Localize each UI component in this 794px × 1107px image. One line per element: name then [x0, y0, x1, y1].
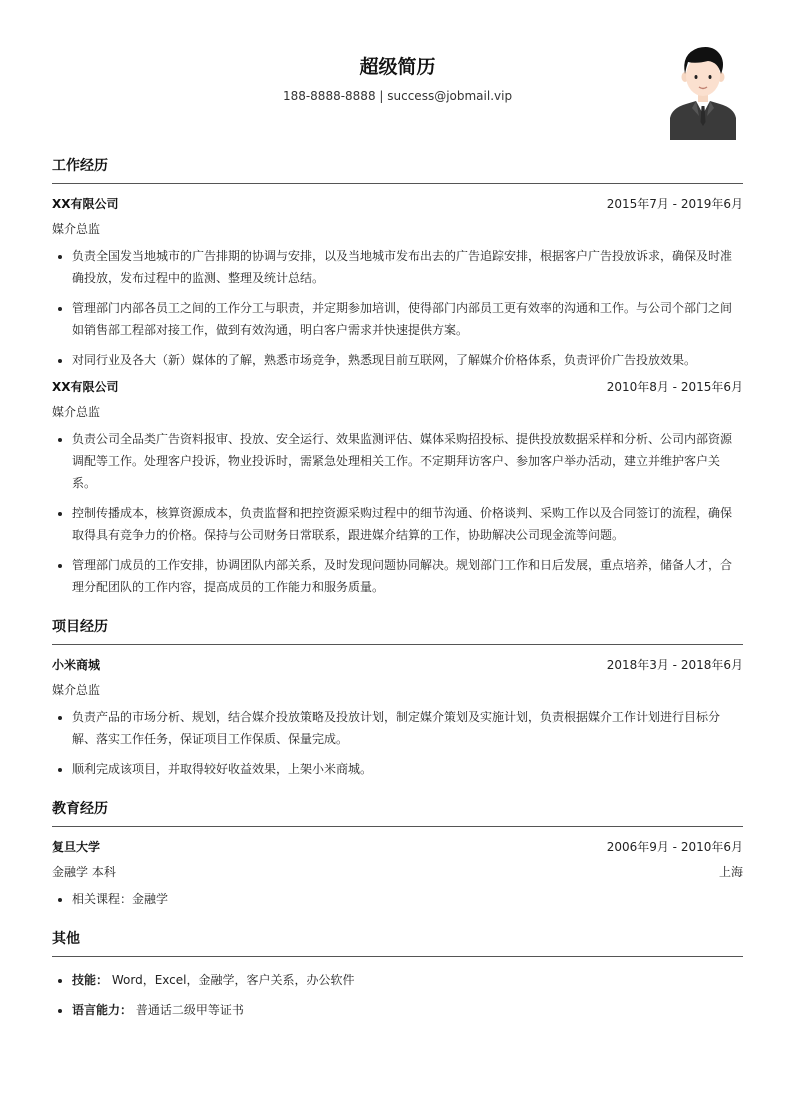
job-title: 媒介总监 [52, 405, 101, 419]
other-section [52, 930, 743, 1021]
other-section-title: 其他 [52, 930, 743, 957]
job-title: 媒介总监 [52, 222, 101, 236]
skill-value: Word，Excel，金融学，客户关系，办公软件 [111, 973, 355, 987]
bullet-list [52, 969, 743, 1021]
resume-page [52, 0, 743, 1029]
list-item: • 管理部门内部各员工之间的工作分工与职责，并定期参加培训，使得部门内部员工更有效率的沟通和工作。与公司个部门之间如销售部工程部对接工作，做到有效沟通，明白客户需求并快速提供方案。 [72, 297, 743, 341]
bullet-list [52, 888, 743, 910]
candidate-name: 超级简历 [359, 56, 436, 78]
list-item [72, 969, 743, 991]
major-degree: 金融学 本科 [52, 865, 116, 879]
work-entry [52, 379, 743, 598]
resume-header [52, 0, 743, 150]
list-item: • 对同行业及各大（新）媒体的了解，熟悉市场竞争，熟悉现目前互联网，了解媒介价格体系，负责评价广告投放效果。 [72, 349, 743, 371]
education-section-title: 教育经历 [52, 800, 743, 827]
bullet-list [52, 245, 743, 371]
project-section [52, 618, 743, 780]
avatar [668, 44, 738, 140]
project-role: 媒介总监 [52, 683, 101, 697]
work-entry [52, 196, 743, 371]
education-section [52, 800, 743, 910]
list-item: • 负责公司全品类广告资料报审、投放、安全运行、效果监测评估、媒体采购招投标、提供投放数据采样和分析、公司内部资源调配等工作。处理客户投诉，物业投诉时，需紧急处理相关工作。不定期拜访客户、参加客户举办活动，建立并维护客户关系。 [72, 428, 743, 494]
list-item: • 相关课程：金融学 [72, 888, 743, 910]
skill-label: 技能： [72, 973, 109, 987]
company-name: XX有限公司 [52, 380, 119, 394]
list-item: • 负责产品的市场分析、规划，结合媒介投放策略及投放计划，制定媒介策划及实施计划，负责根据媒介工作计划进行目标分解、落实工作任务，保证项目工作保质、保量完成。 [72, 706, 743, 750]
bullet-list [52, 428, 743, 598]
company-name: XX有限公司 [52, 197, 119, 211]
contact-info: 188-8888-8888 | success@jobmail.vip [282, 89, 513, 103]
list-item: • 控制传播成本，核算资源成本，负责监督和把控资源采购过程中的细节沟通、价格谈判、采购工作以及合同签订的流程，确保取得具有竞争力的价格。保持与公司财务日常联系，跟进媒介结算的工作，协助解决公司现金流等问题。 [72, 502, 743, 546]
list-item: • 管理部门成员的工作安排，协调团队内部关系，及时发现问题协同解决。规划部门工作和日后发展，重点培养，储备人才，合理分配团队的工作内容，提高成员的工作能力和服务质量。 [72, 554, 743, 598]
list-item: • 负责全国发当地城市的广告排期的协调与安排，以及当地城市发布出去的广告追踪安排，根据客户广告投放诉求，确保及时准确投放，发布过程中的监测、整理及统计总结。 [72, 245, 743, 289]
work-section [52, 157, 743, 598]
language-value: 普通话二级甲等证书 [135, 1003, 244, 1017]
bullet-list [52, 706, 743, 780]
list-item [72, 999, 743, 1021]
work-section-title: 工作经历 [52, 157, 743, 184]
date-range: 2018年3月 - 2018年6月 [606, 658, 743, 672]
date-range: 2006年9月 - 2010年6月 [606, 840, 743, 854]
school-name: 复旦大学 [52, 840, 101, 854]
project-name: 小米商城 [52, 658, 101, 672]
language-label: 语言能力： [72, 1003, 133, 1017]
location: 上海 [718, 865, 743, 879]
date-range: 2010年8月 - 2015年6月 [606, 380, 743, 394]
project-section-title: 项目经历 [52, 618, 743, 645]
list-item: • 顺利完成该项目，并取得较好收益效果，上架小米商城。 [72, 758, 743, 780]
date-range: 2015年7月 - 2019年6月 [606, 197, 743, 211]
project-entry [52, 657, 743, 780]
